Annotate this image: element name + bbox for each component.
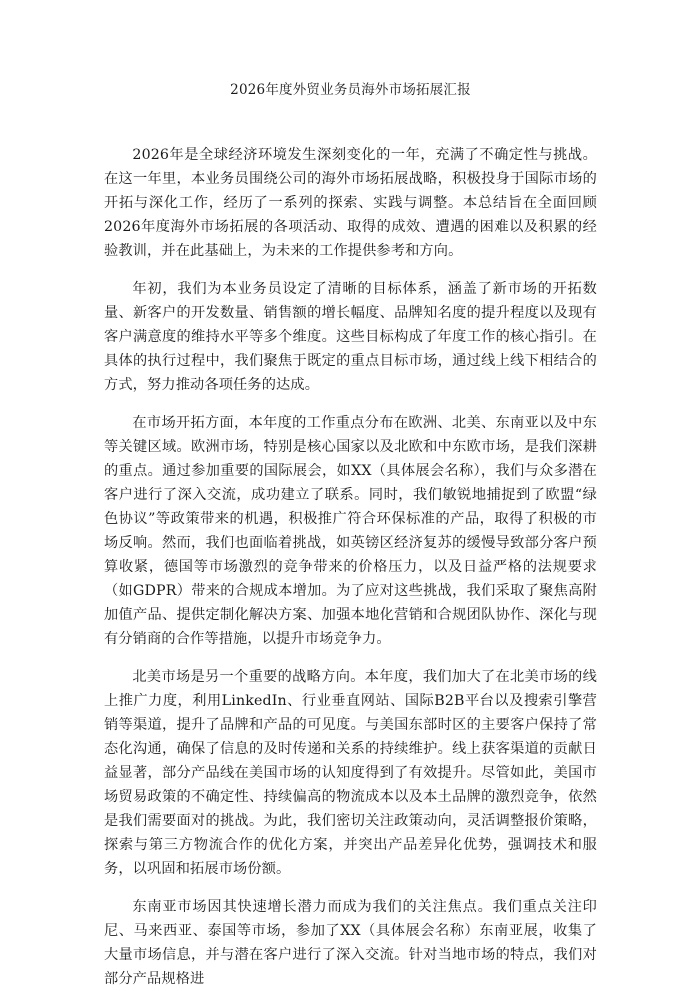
- paragraph-goals: 年初，我们为本业务员设定了清晰的目标体系，涵盖了新市场的开拓数量、新客户的开发数量、销售额的增长幅度、品牌知名度的提升程度以及现有客户满意度的维持水平等多个维度。这些目标构成了年度工作的核心指引。在具体的执行过程中，我们聚焦于既定的重点目标市场，通过线上线下相结合的方式，努力推动各项任务的达成。: [104, 281, 597, 393]
- document-title: 2026年度外贸业务员海外市场拓展汇报: [230, 82, 471, 98]
- paragraph-intro: 2026年是全球经济环境发生深刻变化的一年，充满了不确定性与挑战。在这一年里，本业务员围绕公司的海外市场拓展战略，积极投身于国际市场的开拓与深化工作，经历了一系列的探索、实践与调整。本总结旨在全面回顾2026年度海外市场拓展的各项活动、取得的成效、遭遇的困难以及积累的经验教训，并在此基础上，为未来的工作提供参考和方向。: [104, 147, 597, 259]
- paragraph-europe: 在市场开拓方面，本年度的工作重点分布在欧洲、北美、东南亚以及中东等关键区域。欧洲市场，特别是核心国家以及北欧和中东欧市场，是我们深耕的重点。通过参加重要的国际展会，如XX（具体展会名称），我们与众多潜在客户进行了深入交流，成功建立了联系。同时，我们敏锐地捕捉到了欧盟“绿色协议”等政策带来的机遇，积极推广符合环保标准的产品，取得了积极的市场反响。然而，我们也面临着挑战，如英镑区经济复苏的缓慢导致部分客户预算收紧，德国等市场激烈的竞争带来的价格压力，以及日益严格的法规要求（如GDPR）带来的合规成本增加。为了应对这些挑战，我们采取了聚焦高附加值产品、提供定制化解决方案、加强本地化营销和合规团队协作、深化与现有分销商的合作等措施，以提升市场竞争力。: [104, 415, 597, 647]
- paragraph-southeast-asia: 东南亚市场因其快速增长潜力而成为我们的关注焦点。我们重点关注印尼、马来西亚、泰国等市场，参加了XX（具体展会名称）东南亚展，收集了大量市场信息，并与潜在客户进行了深入交流。针对当地市场的特点，我们对部分产品规格进: [104, 899, 597, 987]
- paragraph-north-america: 北美市场是另一个重要的战略方向。本年度，我们加大了在北美市场的线上推广力度，利用LinkedIn、行业垂直网站、国际B2B平台以及搜索引擎营销等渠道，提升了品牌和产品的可见度。与美国东部时区的主要客户保持了常态化沟通，确保了信息的及时传递和关系的持续维护。线上获客渠道的贡献日益显著，部分产品线在美国市场的认知度得到了有效提升。尽管如此，美国市场贸易政策的不确定性、持续偏高的物流成本以及本土品牌的激烈竞争，依然是我们需要面对的挑战。为此，我们密切关注政策动向，灵活调整报价策略，探索与第三方物流合作的优化方案，并突出产品差异化优势，强调技术和服务，以巩固和拓展市场份额。: [104, 669, 597, 877]
